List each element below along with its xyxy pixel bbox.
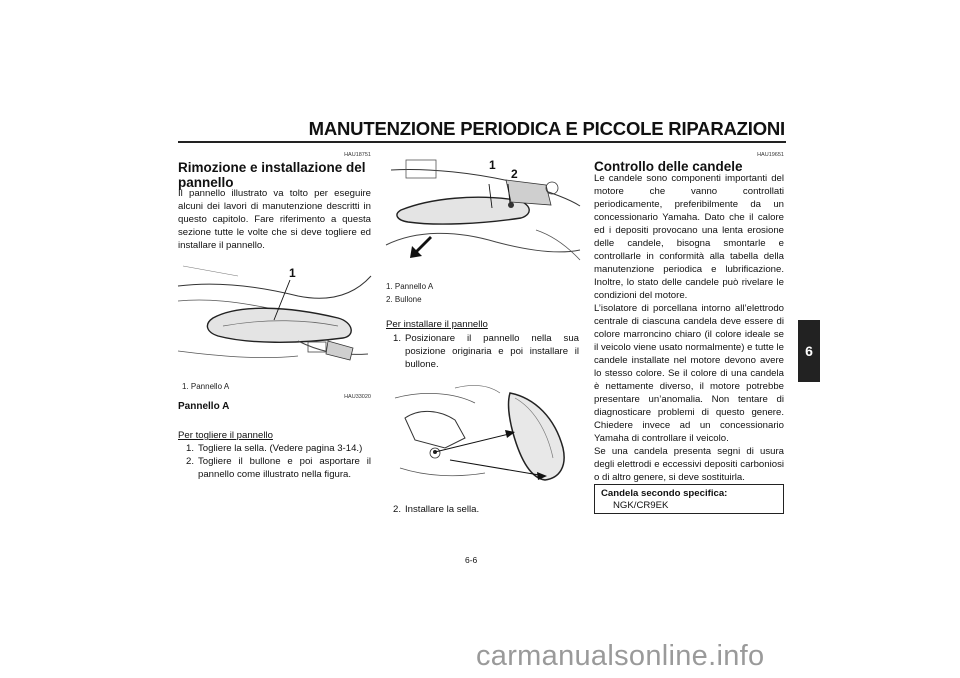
spec-value: NGK/CR9EK [613,500,669,511]
step-number: 2. [393,504,402,515]
subsection-title: Pannello A [178,401,230,412]
list-item [393,332,579,371]
section-body [594,172,784,484]
header-rule [178,141,786,143]
figure-bolt [386,150,580,274]
spec-title: Candela secondo specifica: [601,488,728,499]
step-text: Togliere il bullone e poi asportare il pannello come illustrato nella figura. [198,456,371,480]
page-header-title: MANUTENZIONE PERIODICA E PICCOLE RIPARAZIONI [308,118,785,139]
paragraph: Se una candela presenta segni di usura degli elettrodi e eccessivi depositi carboniosi o di altro genere, si deve sostituirla. [594,446,784,483]
removal-steps [186,442,371,481]
panel-install-illustration [395,378,575,494]
section-title: Controllo delle candele [594,159,743,174]
install-heading: Per installare il pannello [386,319,488,330]
panel-a-illustration [178,256,371,368]
step-text: Togliere la sella. (Vedere pagina 3-14.) [198,443,363,454]
panel-bolt-illustration [386,150,580,274]
figure-caption: 1. Pannello A [182,382,230,391]
section-intro: Il pannello illustrato va tolto per eseguire alcuni dei lavori di manutenzione descritti in questo capitolo. Fare riferimento a questa sezione tutte le volte che si deve togliere ed installare il pannello. [178,188,371,251]
figure-callout-2: 2 [511,167,518,181]
step-text: Installare la sella. [405,504,480,515]
caption-line: 1. Pannello A [386,282,434,291]
spec-box [594,484,784,514]
list-item [186,455,371,481]
watermark: carmanualsonline.info [476,640,765,672]
caption-line: 2. Bullone [386,295,422,304]
page-number: 6-6 [465,555,478,565]
section-code: HAU18751 [344,152,371,158]
section-title: Rimozione e installazione del pannello [178,160,366,190]
figure-captions [386,280,433,306]
figure-panel-a [178,256,371,368]
step-number: 2. [186,456,195,467]
section-code: HAU19651 [757,152,784,158]
step-text: Posizionare il pannello nella sua posizione originaria e poi installare il bullone. [405,333,579,370]
list-item [186,442,371,455]
figure-callout-1: 1 [289,266,296,280]
figure-install [395,378,575,494]
subsection-code: HAU33020 [344,394,371,400]
list-item [393,503,579,516]
figure-callout-1: 1 [489,158,496,172]
chapter-tab: 6 [798,320,820,382]
paragraph: L’isolatore di porcellana intorno all’elettrodo centrale di ciascuna candela deve essere di colore marroncino chiaro (il colore ideale se il veicolo viene usato normalmente) e tutte le candele installate nel motore devono avere lo stesso colore. Se il colore di una candela è nettamente diverso, il motore potrebbe presentare un’anomalia. Non tentare di diagnosticare problemi di questo genere. Chiedere invece ad un concessionario Yamaha di controllare il veicolo. [594,303,784,444]
paragraph: Le candele sono componenti importanti del motore che vanno controllati periodicamente, preferibilmente da un concessionario Yamaha. Dato che il calore ed i depositi provocano una lenta erosione delle candele, bisogna smontarle e controllarle in conformità alla tabella della manutenzione periodica e lubrificazione. Inoltre, lo stato delle candele può rivelare le condizioni del motore. [594,173,784,301]
removal-heading: Per togliere il pannello [178,430,273,441]
step-number: 1. [393,333,402,344]
step-number: 1. [186,443,195,454]
